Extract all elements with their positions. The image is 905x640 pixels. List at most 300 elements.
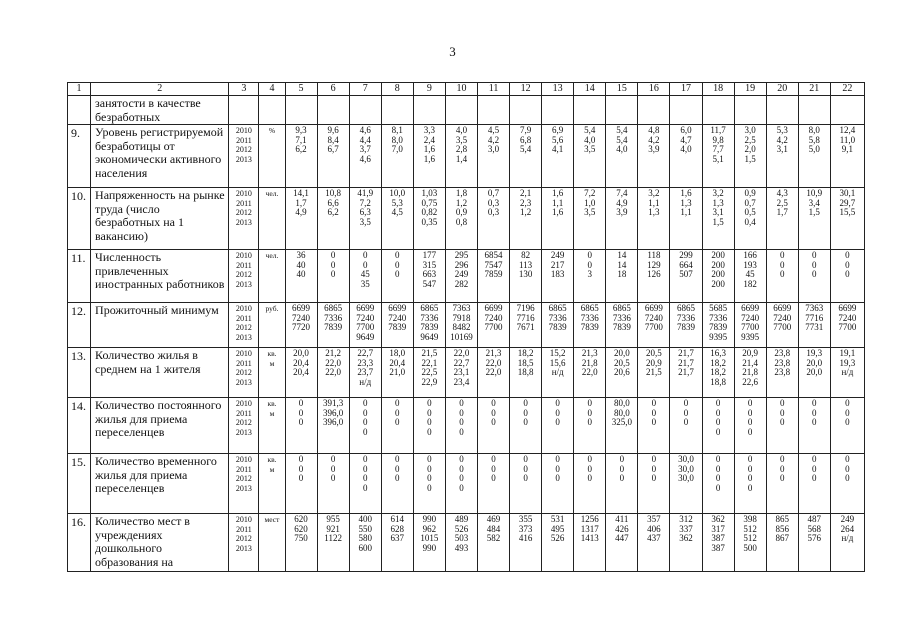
cell-line: 568: [807, 523, 822, 534]
cell-line: 0: [651, 463, 657, 474]
cell-line: 7240: [292, 312, 311, 323]
unit-cell: [259, 454, 285, 514]
years-cell: [229, 398, 259, 454]
cell-line: 2013: [235, 483, 252, 493]
cell-line: 23,1: [453, 367, 470, 378]
cell-line: 6699: [356, 303, 375, 313]
cell-line: 193: [743, 259, 757, 270]
value-cell: [670, 188, 702, 250]
cell-line: 0,5: [744, 207, 756, 218]
cell-line: 2010: [235, 251, 252, 260]
cell-line: 2,8: [455, 144, 468, 155]
value-cell: [798, 514, 830, 572]
cell-line: 4,0: [680, 144, 692, 155]
value-cell: [766, 188, 798, 250]
cell-line: 23,7: [357, 367, 374, 378]
value-cell: [317, 454, 349, 514]
value-cell: [510, 125, 542, 188]
cell-line: 0: [555, 407, 560, 418]
cell-line: 600: [358, 542, 372, 553]
value-cell: [574, 348, 606, 398]
value-cell: [477, 125, 509, 188]
value-cell: [574, 250, 606, 303]
cell-line: 0: [651, 417, 657, 428]
cell-line: 0: [587, 463, 592, 474]
cell-line: 0: [587, 250, 592, 260]
value-cell: [413, 454, 445, 514]
cell-line: 0: [555, 463, 560, 474]
cell-line: 0: [298, 398, 304, 408]
indicator-name: Количество жилья в среднем на 1 жителя: [91, 348, 229, 398]
cell-line: 0: [362, 426, 368, 437]
cell-line: 10,8: [325, 188, 341, 198]
cell-line: 7240: [741, 312, 760, 323]
cell-line: 0: [587, 417, 592, 428]
cell-line: 22,6: [742, 376, 759, 387]
cell-line: 0: [491, 454, 496, 464]
value-cell: [798, 303, 830, 348]
column-number-10: 10: [445, 83, 477, 96]
value-cell: [606, 250, 638, 303]
value-cell: [830, 125, 864, 188]
cell-line: 0: [683, 407, 689, 418]
value-cell: [381, 454, 413, 514]
cell-line: 396,0: [323, 417, 344, 428]
cell-line: 249: [454, 269, 469, 280]
cell-line: 7,0: [391, 144, 403, 155]
cell-line: 493: [454, 542, 469, 553]
cell-line: 249: [550, 250, 565, 260]
cell-line: 40: [296, 269, 306, 280]
row-index: 12.: [68, 303, 91, 348]
table-row: [68, 303, 865, 348]
cell-line: 14,1: [293, 188, 309, 198]
cell-line: 526: [550, 533, 565, 544]
unit-cell: [259, 250, 285, 303]
cell-line: 0: [362, 473, 368, 484]
table-row: [68, 348, 865, 398]
cell-line: 20,0: [613, 348, 630, 358]
value-cell: [734, 398, 766, 454]
cell-line: 0: [845, 473, 850, 484]
cell-line: 18: [617, 269, 627, 280]
value-cell: [510, 348, 542, 398]
cell-line: 6,7: [327, 144, 339, 155]
cell-line: 0: [779, 398, 785, 408]
cell-line: 5,4: [616, 125, 628, 135]
value-cell: [574, 125, 606, 188]
cell-line: 21,4: [742, 357, 759, 368]
cell-line: 1,7: [776, 207, 788, 218]
cell-line: 4,4: [359, 134, 371, 145]
cell-line: 580: [358, 533, 372, 544]
cell-line: 6865: [612, 303, 631, 313]
cell-line: 0,3: [487, 207, 500, 218]
cell-line: 20,4: [293, 367, 309, 378]
value-cell: [542, 514, 574, 572]
cell-line: 3,0: [487, 144, 500, 155]
value-cell: [317, 125, 349, 188]
cell-line: 7716: [805, 312, 824, 323]
value-cell: [317, 188, 349, 250]
cell-line: 82: [521, 250, 531, 260]
cell-line: 4,0: [455, 125, 468, 135]
cell-line: 20,6: [613, 367, 630, 378]
years-cell: [229, 125, 259, 188]
cell-line: 0: [427, 417, 432, 428]
cell-line: 750: [294, 533, 308, 544]
cell-line: 362: [679, 533, 693, 544]
cell-line: 0: [779, 407, 785, 418]
value-cell: [349, 514, 381, 572]
cell-line: 0: [395, 463, 400, 474]
value-cell: [830, 303, 864, 348]
cell-line: 1,8: [455, 188, 468, 198]
value-cell: [445, 188, 477, 250]
cell-line: 637: [390, 533, 405, 544]
cell-line: 547: [422, 278, 437, 289]
value-cell: [542, 303, 574, 348]
value-cell: [349, 454, 381, 514]
cell-line: 2011: [236, 260, 252, 270]
page-number: 3: [449, 44, 456, 59]
cell-line: н/д: [841, 533, 854, 544]
cell-line: 0: [715, 426, 721, 437]
cell-line: 19,1: [839, 348, 856, 358]
value-cell: [798, 125, 830, 188]
cell-line: 317: [711, 523, 725, 534]
cell-line: 1,1: [680, 207, 692, 218]
cell-line: 0: [362, 407, 368, 418]
cell-line: 4,3: [776, 188, 788, 198]
cell-line: 2012: [235, 270, 252, 280]
cell-line: 373: [518, 523, 533, 534]
cell-line: 0: [747, 463, 753, 474]
cell-line: 20,0: [293, 348, 309, 358]
cell-line: 865: [775, 514, 789, 524]
value-cell: [285, 348, 317, 398]
cell-line: 921: [326, 523, 340, 534]
value-cell: [445, 348, 477, 398]
cell-line: 20,9: [646, 357, 662, 368]
cell-line: 5,3: [391, 197, 403, 208]
cell-line: 5,3: [776, 125, 788, 135]
cell-line: 0: [395, 259, 400, 270]
value-cell: [766, 125, 798, 188]
cell-line: 1,1: [648, 197, 660, 208]
cell-line: 0: [330, 463, 336, 474]
cell-line: 0: [651, 398, 657, 408]
cell-line: н/д: [841, 367, 854, 378]
cell-line: 500: [743, 542, 757, 553]
indicator-name: Количество мест в учреждениях дошкольного образования на: [91, 514, 229, 572]
cell-line: 0,7: [487, 188, 500, 198]
cell-line: 0: [555, 454, 560, 464]
column-number-11: 11: [477, 83, 509, 96]
value-cell: [734, 348, 766, 398]
column-number-22: 22: [830, 83, 864, 96]
cell-line: 1,3: [648, 207, 660, 218]
cell-line: 7336: [548, 312, 567, 323]
cell-line: 2,3: [519, 197, 532, 208]
cell-line: 11,7: [710, 125, 726, 135]
cell-line: 6865: [324, 303, 343, 313]
cell-line: 2011: [236, 313, 252, 323]
cell-line: 7336: [420, 312, 439, 323]
value-cell: [477, 514, 509, 572]
cell-line: 867: [775, 533, 789, 544]
cell-line: 2010: [235, 126, 252, 135]
cell-line: 7700: [644, 322, 663, 333]
cell-line: 1,4: [455, 153, 468, 164]
cell-line: 487: [807, 514, 822, 524]
value-cell: [574, 398, 606, 454]
row-index: 10.: [68, 188, 91, 250]
cell-line: 0: [715, 407, 721, 418]
cell-line: 2011: [236, 524, 252, 534]
row-index: 16.: [68, 514, 91, 572]
cell-line: 550: [358, 523, 372, 534]
cell-line: 9,1: [841, 144, 854, 155]
unit-cell: [259, 125, 285, 188]
cell-line: 0: [845, 259, 850, 270]
cell-line: 0: [459, 463, 464, 474]
row-index: 15.: [68, 454, 91, 514]
cell-line: 0: [298, 417, 304, 428]
value-cell: [349, 125, 381, 188]
cell-line: 200: [711, 269, 725, 280]
cell-line: 0: [587, 454, 592, 464]
value-cell: [477, 454, 509, 514]
cell-line: 129: [647, 259, 661, 270]
cell-line: 0: [651, 454, 657, 464]
value-cell: [542, 454, 574, 514]
cell-line: 22,7: [453, 357, 470, 368]
cell-line: 0,35: [421, 216, 438, 227]
cell-line: 35: [360, 278, 370, 289]
cell-line: 296: [454, 259, 469, 270]
cell-line: 0: [427, 407, 432, 418]
cell-line: 8,1: [391, 125, 403, 135]
cell-line: 7,1: [295, 134, 307, 145]
cell-line: 0: [459, 417, 464, 428]
value-cell: [670, 348, 702, 398]
value-cell: [766, 303, 798, 348]
cell-line: 130: [518, 269, 533, 280]
column-number-21: 21: [798, 83, 830, 96]
cell-line: 22,9: [421, 376, 438, 387]
cell-line: 3,1: [712, 207, 724, 218]
row-index: 11.: [68, 250, 91, 303]
cell-line: 0: [747, 426, 753, 437]
value-cell: [381, 188, 413, 250]
cell-line: 10,0: [389, 188, 406, 198]
cell-line: 0: [845, 407, 850, 418]
cell-line: 0: [683, 398, 689, 408]
cell-line: мест: [264, 515, 280, 524]
cell-line: 6865: [580, 303, 599, 313]
cell-line: 0: [715, 473, 721, 484]
cell-line: 21,2: [325, 348, 341, 358]
cell-line: 126: [647, 269, 661, 280]
value-cell: [445, 454, 477, 514]
column-number-12: 12: [510, 83, 542, 96]
cell-line: 22,7: [357, 348, 374, 358]
column-number-16: 16: [638, 83, 670, 96]
value-cell: [477, 303, 509, 348]
cell-line: 45: [745, 269, 755, 280]
indicator-name: Уровень регистрируемой безработицы от экономически активного населения: [91, 125, 229, 188]
cell-line: 6,3: [359, 207, 371, 218]
years-cell: [229, 514, 259, 572]
cell-line: 9,3: [295, 125, 307, 135]
cell-line: 0: [298, 473, 304, 484]
cell-line: 387: [711, 542, 725, 553]
value-cell: [766, 454, 798, 514]
value-cell: [445, 250, 477, 303]
cell-line: 411: [615, 514, 629, 524]
cell-line: 21,5: [646, 367, 662, 378]
cell-line: 0: [619, 463, 625, 474]
table-body: [68, 83, 865, 572]
cell-line: 1,5: [808, 207, 820, 218]
cell-line: 0: [619, 473, 625, 484]
cell-line: 0: [491, 398, 496, 408]
cell-line: 2012: [235, 418, 252, 428]
cell-line: 4,0: [584, 134, 596, 145]
cell-line: 2011: [236, 198, 252, 208]
cell-line: 7731: [805, 322, 824, 333]
cell-line: 19,3: [806, 348, 823, 358]
cell-line: 22,0: [485, 357, 502, 368]
value-cell: [445, 303, 477, 348]
cell-line: 1,0: [584, 197, 596, 208]
cell-line: 437: [647, 533, 661, 544]
value-cell: [638, 398, 670, 454]
cell-line: 7716: [516, 312, 535, 323]
value-cell: [798, 188, 830, 250]
cell-line: 7918: [452, 312, 471, 323]
cell-line: 16,3: [710, 348, 726, 358]
cell-line: 398: [743, 514, 757, 524]
cell-line: 0: [715, 398, 721, 408]
cell-line: 5,6: [552, 134, 564, 145]
cell-line: 990: [422, 542, 437, 553]
cell-line: 7363: [805, 303, 824, 313]
cell-line: 2011: [236, 135, 252, 145]
cell-line: м: [269, 464, 275, 474]
value-cell: [606, 348, 638, 398]
cell-line: 9649: [356, 331, 375, 342]
value-cell: [702, 398, 734, 454]
cell-line: 0: [330, 269, 336, 280]
cell-line: 0: [779, 454, 785, 464]
cell-line: 9,8: [712, 134, 724, 145]
cell-line: кв.: [267, 399, 277, 408]
cell-line: 22,1: [421, 357, 438, 368]
value-cell: [381, 303, 413, 348]
cell-line: 7,7: [712, 144, 724, 155]
cell-line: 4,5: [487, 125, 500, 135]
cell-line: %: [268, 126, 276, 135]
value-cell: [734, 188, 766, 250]
cell-line: 3,3: [423, 125, 435, 135]
value-cell: [734, 303, 766, 348]
cell-line: 0: [362, 250, 368, 260]
indicator-name: Прожиточный минимум: [91, 303, 229, 348]
cell-line: 200: [711, 259, 725, 270]
value-cell: [798, 348, 830, 398]
cell-line: 2,5: [776, 197, 788, 208]
cell-line: 5,1: [712, 153, 724, 164]
value-cell: [638, 454, 670, 514]
cell-line: 6,9: [552, 125, 564, 135]
cell-line: 6699: [388, 303, 407, 313]
cell-line: 10,9: [806, 188, 823, 198]
years-cell: [229, 250, 259, 303]
cell-line: 2010: [235, 399, 252, 408]
cell-line: 406: [647, 523, 661, 534]
value-cell: [445, 398, 477, 454]
cell-line: 20,4: [293, 357, 309, 368]
cell-line: 2013: [235, 154, 252, 164]
cell-line: 7196: [516, 303, 535, 313]
cell-line: 0: [555, 473, 560, 484]
cell-line: 0: [298, 454, 304, 464]
cell-line: 6699: [484, 303, 503, 313]
cell-line: 2012: [235, 323, 252, 333]
cell-line: 0: [845, 250, 850, 260]
cell-line: 0: [427, 454, 432, 464]
cell-line: 0: [459, 398, 464, 408]
cell-line: 40: [296, 259, 306, 270]
value-cell: [702, 188, 734, 250]
row-index: 13.: [68, 348, 91, 398]
cell-line: 18,8: [517, 367, 534, 378]
value-cell: [542, 125, 574, 188]
cell-line: 118: [647, 250, 661, 260]
value-cell: [317, 303, 349, 348]
value-cell: [606, 514, 638, 572]
cell-line: 1,6: [552, 188, 564, 198]
cell-line: 531: [550, 514, 565, 524]
value-cell: [606, 398, 638, 454]
cell-line: 6865: [548, 303, 567, 313]
cell-line: 1,6: [680, 188, 692, 198]
cell-line: 9,6: [327, 125, 339, 135]
cell-line: 0,4: [744, 216, 756, 227]
cell-line: 1015: [420, 533, 439, 544]
value-cell: [766, 250, 798, 303]
cell-line: 15,5: [839, 207, 856, 218]
value-cell: [830, 250, 864, 303]
value-cell: [349, 188, 381, 250]
column-number-18: 18: [702, 83, 734, 96]
cell-line: 0: [812, 454, 817, 464]
cell-line: 2011: [236, 408, 252, 418]
value-cell: [413, 398, 445, 454]
cell-line: 0: [779, 417, 785, 428]
value-cell: [638, 250, 670, 303]
value-cell: [413, 514, 445, 572]
cell-line: 0: [845, 454, 850, 464]
cell-line: 0: [395, 398, 400, 408]
value-cell: [510, 454, 542, 514]
cell-line: 14: [617, 259, 627, 270]
cell-line: 4,2: [648, 134, 660, 145]
value-cell: [670, 125, 702, 188]
cell-line: 5,4: [519, 144, 532, 155]
